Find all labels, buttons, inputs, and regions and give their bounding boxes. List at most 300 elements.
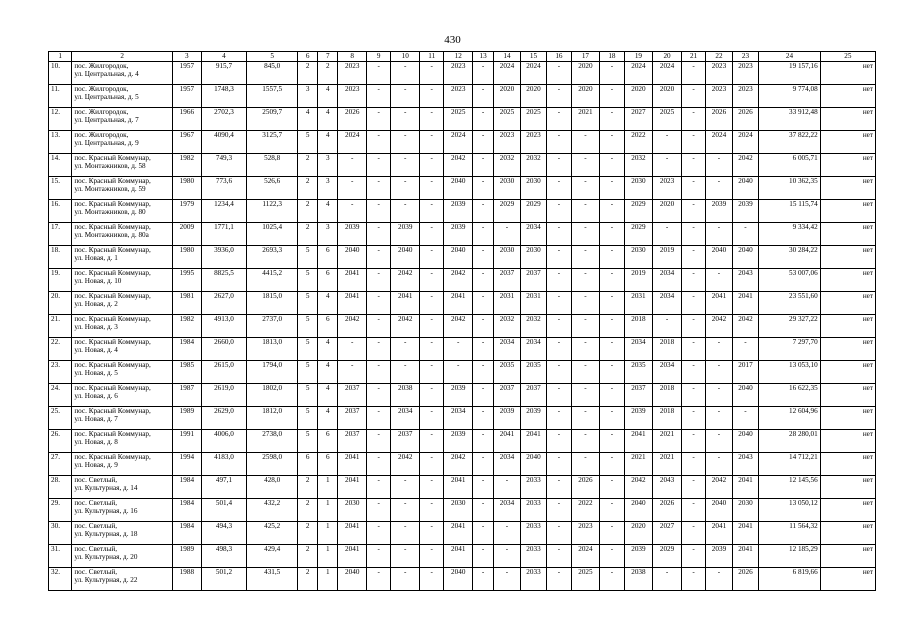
table-cell: 3936,0 xyxy=(201,246,247,269)
table-cell: 2 xyxy=(298,568,318,591)
table-cell: 2033 xyxy=(520,522,547,545)
table-cell: - xyxy=(420,131,444,154)
table-cell: 1982 xyxy=(173,315,202,338)
column-header-15: 15 xyxy=(520,52,547,62)
column-header-1: 1 xyxy=(49,52,72,62)
table-cell: - xyxy=(420,85,444,108)
table-cell: 2009 xyxy=(173,223,202,246)
table-cell: 2037 xyxy=(494,269,521,292)
table-cell: 2039 xyxy=(624,545,653,568)
table-cell: - xyxy=(547,568,571,591)
table-cell: - xyxy=(367,154,391,177)
table-cell: 2039 xyxy=(444,430,473,453)
table-cell: 1989 xyxy=(173,407,202,430)
table-cell: - xyxy=(473,108,494,131)
table-cell: 2737,0 xyxy=(247,315,298,338)
table-cell: 1984 xyxy=(173,476,202,499)
table-cell: - xyxy=(571,131,600,154)
table-cell: - xyxy=(681,292,705,315)
table-cell: 2039 xyxy=(624,407,653,430)
table-cell: 2040 xyxy=(706,246,733,269)
table-cell: - xyxy=(420,108,444,131)
table-cell: 3125,7 xyxy=(247,131,298,154)
table-cell: 6 xyxy=(318,246,338,269)
table-cell: 2041 xyxy=(706,292,733,315)
table-cell: 10 362,35 xyxy=(759,177,820,200)
table-cell: - xyxy=(367,499,391,522)
table-cell: 4 xyxy=(318,131,338,154)
table-cell: 2043 xyxy=(653,476,682,499)
table-cell: - xyxy=(367,223,391,246)
table-cell: 2041 xyxy=(444,476,473,499)
table-cell: - xyxy=(473,430,494,453)
table-cell: 2033 xyxy=(520,568,547,591)
table-cell: - xyxy=(494,223,521,246)
table-cell: 2026 xyxy=(338,108,367,131)
table-cell: 2025 xyxy=(444,108,473,131)
table-cell: 26. xyxy=(49,430,72,453)
table-cell: 2023 xyxy=(338,62,367,85)
table-cell: 2029 xyxy=(624,223,653,246)
table-row xyxy=(49,223,876,246)
table-cell: 2041 xyxy=(706,522,733,545)
table-cell: - xyxy=(706,430,733,453)
address-cell: пос. Красный Коммунар, ул. Монтажников, д. 80а xyxy=(72,223,173,246)
table-cell: 2020 xyxy=(653,200,682,223)
table-cell: - xyxy=(600,499,624,522)
table-row xyxy=(49,131,876,154)
table-cell: 5 xyxy=(298,246,318,269)
table-cell: 526,6 xyxy=(247,177,298,200)
table-cell: 845,0 xyxy=(247,62,298,85)
address-cell: пос. Красный Коммунар, ул. Новая, д. 5 xyxy=(72,361,173,384)
table-cell: - xyxy=(547,361,571,384)
table-cell: 2032 xyxy=(520,315,547,338)
table-cell: - xyxy=(367,476,391,499)
table-cell: 2024 xyxy=(624,62,653,85)
table-cell: - xyxy=(600,177,624,200)
table-cell: 2037 xyxy=(624,384,653,407)
table-cell: 30. xyxy=(49,522,72,545)
table-cell: - xyxy=(706,269,733,292)
table-cell: нет xyxy=(820,223,875,246)
table-cell: 9 334,42 xyxy=(759,223,820,246)
table-cell: 6 005,71 xyxy=(759,154,820,177)
column-header-3: 3 xyxy=(173,52,202,62)
table-cell: - xyxy=(706,361,733,384)
table-cell: 2040 xyxy=(732,384,759,407)
table-cell: - xyxy=(367,177,391,200)
table-cell: - xyxy=(653,315,682,338)
table-cell: - xyxy=(367,361,391,384)
table-cell: 4 xyxy=(318,108,338,131)
table-cell: - xyxy=(681,499,705,522)
table-cell: 1234,4 xyxy=(201,200,247,223)
table-cell: 2 xyxy=(298,62,318,85)
table-cell: - xyxy=(420,568,444,591)
header-row xyxy=(49,52,876,62)
table-cell: 2037 xyxy=(338,430,367,453)
table-cell: - xyxy=(391,108,420,131)
address-cell: пос. Красный Коммунар, ул. Новая, д. 7 xyxy=(72,407,173,430)
table-cell: 1 xyxy=(318,545,338,568)
table-cell: 27. xyxy=(49,453,72,476)
table-cell: 431,5 xyxy=(247,568,298,591)
table-cell: - xyxy=(706,453,733,476)
table-cell: 2021 xyxy=(624,453,653,476)
table-cell: - xyxy=(600,522,624,545)
table-cell: нет xyxy=(820,154,875,177)
table-cell: 2023 xyxy=(520,131,547,154)
table-cell: 1813,0 xyxy=(247,338,298,361)
table-cell: 1981 xyxy=(173,292,202,315)
table-cell: 15. xyxy=(49,177,72,200)
table-cell: 18. xyxy=(49,246,72,269)
table-row xyxy=(49,522,876,545)
table-cell: 2041 xyxy=(732,476,759,499)
table-cell: 5 xyxy=(298,430,318,453)
table-cell: - xyxy=(571,269,600,292)
table-cell: - xyxy=(681,384,705,407)
table-cell: 1984 xyxy=(173,338,202,361)
table-cell: - xyxy=(681,545,705,568)
table-cell: нет xyxy=(820,407,875,430)
table-cell: 1794,0 xyxy=(247,361,298,384)
table-cell: - xyxy=(681,315,705,338)
table-cell: 15 115,74 xyxy=(759,200,820,223)
table-cell: - xyxy=(600,62,624,85)
table-cell: 2030 xyxy=(338,499,367,522)
table-cell: - xyxy=(367,315,391,338)
table-cell: 2035 xyxy=(624,361,653,384)
table-cell: 4 xyxy=(318,407,338,430)
table-cell: - xyxy=(367,108,391,131)
table-cell: 2030 xyxy=(624,246,653,269)
table-cell: - xyxy=(391,361,420,384)
table-cell: - xyxy=(367,545,391,568)
table-cell: 1815,0 xyxy=(247,292,298,315)
table-cell: 19 157,16 xyxy=(759,62,820,85)
table-cell: - xyxy=(600,246,624,269)
table-cell: - xyxy=(420,200,444,223)
table-cell: 2042 xyxy=(444,154,473,177)
table-cell: нет xyxy=(820,269,875,292)
table-row xyxy=(49,269,876,292)
table-cell: - xyxy=(420,430,444,453)
address-cell: пос. Светлый, ул. Культурная, д. 20 xyxy=(72,545,173,568)
column-header-16: 16 xyxy=(547,52,571,62)
table-cell: - xyxy=(571,407,600,430)
table-cell: 915,7 xyxy=(201,62,247,85)
table-cell: 1995 xyxy=(173,269,202,292)
table-cell: - xyxy=(473,338,494,361)
table-cell: 2020 xyxy=(571,85,600,108)
table-cell: 3 xyxy=(318,177,338,200)
column-header-13: 13 xyxy=(473,52,494,62)
table-row xyxy=(49,62,876,85)
address-cell: пос. Жилгородок, ул. Центральная, д. 9 xyxy=(72,131,173,154)
table-cell: 2629,0 xyxy=(201,407,247,430)
table-cell: 1957 xyxy=(173,85,202,108)
table-cell: 6 xyxy=(318,315,338,338)
table-cell: 2026 xyxy=(732,108,759,131)
table-cell: - xyxy=(473,361,494,384)
table-cell: 2023 xyxy=(494,131,521,154)
table-cell: - xyxy=(391,62,420,85)
table-cell: 1985 xyxy=(173,361,202,384)
table-cell: - xyxy=(600,269,624,292)
table-cell: - xyxy=(547,131,571,154)
table-cell: 2040 xyxy=(444,246,473,269)
table-cell: 28. xyxy=(49,476,72,499)
table-cell: - xyxy=(547,108,571,131)
table-cell: 4 xyxy=(318,338,338,361)
table-cell: - xyxy=(681,223,705,246)
table-cell: 501,2 xyxy=(201,568,247,591)
column-header-17: 17 xyxy=(571,52,600,62)
table-row xyxy=(49,453,876,476)
table-cell: 2693,3 xyxy=(247,246,298,269)
table-cell: 2032 xyxy=(624,154,653,177)
table-cell: 2041 xyxy=(338,292,367,315)
table-cell: 13. xyxy=(49,131,72,154)
table-cell: 2041 xyxy=(732,292,759,315)
table-cell: - xyxy=(420,453,444,476)
table-cell: - xyxy=(681,200,705,223)
table-cell: 2037 xyxy=(338,384,367,407)
table-cell: 14 712,21 xyxy=(759,453,820,476)
table-cell: - xyxy=(600,315,624,338)
table-cell: - xyxy=(473,568,494,591)
table-cell: 2032 xyxy=(494,315,521,338)
table-row xyxy=(49,315,876,338)
table-cell: 2042 xyxy=(391,315,420,338)
table-cell: 1122,3 xyxy=(247,200,298,223)
table-cell: 2034 xyxy=(520,338,547,361)
table-cell: - xyxy=(681,568,705,591)
table-cell: 2035 xyxy=(494,361,521,384)
table-cell: нет xyxy=(820,545,875,568)
table-cell: нет xyxy=(820,62,875,85)
table-row xyxy=(49,108,876,131)
table-cell: нет xyxy=(820,430,875,453)
table-cell: 1982 xyxy=(173,154,202,177)
table-cell: 19. xyxy=(49,269,72,292)
table-cell: 17. xyxy=(49,223,72,246)
table-cell: - xyxy=(444,361,473,384)
table-cell: 2023 xyxy=(444,85,473,108)
table-cell: 1 xyxy=(318,476,338,499)
table-cell: 4 xyxy=(318,200,338,223)
table-cell: 2018 xyxy=(653,384,682,407)
table-cell: нет xyxy=(820,85,875,108)
table-cell: 428,0 xyxy=(247,476,298,499)
table-cell: 2024 xyxy=(706,131,733,154)
table-cell: 2024 xyxy=(732,131,759,154)
table-cell: 2041 xyxy=(624,430,653,453)
table-cell: 2040 xyxy=(706,499,733,522)
table-cell: - xyxy=(547,177,571,200)
table-cell: 29. xyxy=(49,499,72,522)
table-cell: 2020 xyxy=(520,85,547,108)
table-cell: - xyxy=(473,384,494,407)
address-cell: пос. Красный Коммунар, ул. Монтажников, д. 59 xyxy=(72,177,173,200)
table-cell: - xyxy=(600,131,624,154)
table-cell: - xyxy=(706,177,733,200)
table-cell: 2029 xyxy=(624,200,653,223)
address-cell: пос. Светлый, ул. Культурная, д. 22 xyxy=(72,568,173,591)
table-cell: 2021 xyxy=(653,430,682,453)
table-cell: 1 xyxy=(318,499,338,522)
table-cell: 2040 xyxy=(732,246,759,269)
table-cell: - xyxy=(547,269,571,292)
table-cell: - xyxy=(473,315,494,338)
table-cell: 2030 xyxy=(494,246,521,269)
table-cell: 2029 xyxy=(494,200,521,223)
table-cell: 23. xyxy=(49,361,72,384)
table-cell: - xyxy=(391,131,420,154)
table-cell: 2023 xyxy=(571,522,600,545)
table-cell: 2032 xyxy=(494,154,521,177)
table-cell: 2034 xyxy=(653,292,682,315)
table-cell: - xyxy=(473,545,494,568)
table-cell: - xyxy=(571,177,600,200)
table-cell: - xyxy=(547,85,571,108)
table-cell: 2031 xyxy=(624,292,653,315)
table-cell: - xyxy=(547,292,571,315)
table-cell: - xyxy=(653,223,682,246)
table-cell: 5 xyxy=(298,361,318,384)
table-cell: 749,3 xyxy=(201,154,247,177)
table-cell: 494,3 xyxy=(201,522,247,545)
table-cell: 2 xyxy=(298,545,318,568)
table-cell: - xyxy=(420,384,444,407)
table-cell: - xyxy=(547,315,571,338)
table-cell: 2039 xyxy=(520,407,547,430)
table-cell: 2034 xyxy=(494,338,521,361)
table-cell: 2030 xyxy=(732,499,759,522)
table-cell: 6 819,66 xyxy=(759,568,820,591)
table-row xyxy=(49,292,876,315)
table-cell: - xyxy=(600,568,624,591)
table-cell: - xyxy=(473,131,494,154)
table-cell: 7 297,70 xyxy=(759,338,820,361)
table-cell: 2039 xyxy=(706,200,733,223)
table-cell: 14. xyxy=(49,154,72,177)
table-cell: - xyxy=(600,545,624,568)
table-cell: - xyxy=(473,177,494,200)
table-row xyxy=(49,154,876,177)
table-cell: 2039 xyxy=(338,223,367,246)
table-cell: 2039 xyxy=(706,545,733,568)
table-cell: нет xyxy=(820,476,875,499)
table-cell: нет xyxy=(820,453,875,476)
table-cell: 2024 xyxy=(338,131,367,154)
table-cell: 2024 xyxy=(520,62,547,85)
table-cell: - xyxy=(494,545,521,568)
table-cell: - xyxy=(571,154,600,177)
table-cell: 2034 xyxy=(653,269,682,292)
table-cell: - xyxy=(367,62,391,85)
table-cell: - xyxy=(571,223,600,246)
address-cell: пос. Красный Коммунар, ул. Монтажников, д. 58 xyxy=(72,154,173,177)
table-cell: 2030 xyxy=(444,499,473,522)
table-cell: 4 xyxy=(298,108,318,131)
table-row xyxy=(49,545,876,568)
table-cell: - xyxy=(420,407,444,430)
table-cell: - xyxy=(547,453,571,476)
table-cell: - xyxy=(571,430,600,453)
table-cell: 1812,0 xyxy=(247,407,298,430)
table-cell: 25. xyxy=(49,407,72,430)
table-cell: 2025 xyxy=(571,568,600,591)
column-header-22: 22 xyxy=(706,52,733,62)
table-cell: 2042 xyxy=(706,315,733,338)
table-cell: 2023 xyxy=(732,85,759,108)
table-cell: 2042 xyxy=(444,315,473,338)
table-cell: - xyxy=(571,200,600,223)
table-cell: - xyxy=(473,499,494,522)
table-cell: 2039 xyxy=(494,407,521,430)
table-cell: 2039 xyxy=(732,200,759,223)
table-cell: - xyxy=(600,338,624,361)
column-header-8: 8 xyxy=(338,52,367,62)
table-cell: 528,8 xyxy=(247,154,298,177)
table-cell: 2020 xyxy=(494,85,521,108)
table-cell: - xyxy=(547,154,571,177)
table-cell: 13 050,12 xyxy=(759,499,820,522)
table-cell: 1771,1 xyxy=(201,223,247,246)
table-cell: - xyxy=(681,338,705,361)
table-cell: 2041 xyxy=(338,453,367,476)
table-cell: 5 xyxy=(298,315,318,338)
table-cell: 2041 xyxy=(338,476,367,499)
table-cell: 12 604,96 xyxy=(759,407,820,430)
table-cell: 2025 xyxy=(520,108,547,131)
table-cell: 29 327,22 xyxy=(759,315,820,338)
table-cell: 2041 xyxy=(338,269,367,292)
table-cell: 33 912,48 xyxy=(759,108,820,131)
table-cell: 4006,0 xyxy=(201,430,247,453)
table-cell: 2023 xyxy=(338,85,367,108)
table-cell: 2041 xyxy=(338,522,367,545)
table-cell: - xyxy=(391,177,420,200)
table-cell: 11. xyxy=(49,85,72,108)
table-cell: 2619,0 xyxy=(201,384,247,407)
table-cell: - xyxy=(473,246,494,269)
table-cell: - xyxy=(732,338,759,361)
table-cell: 2 xyxy=(298,200,318,223)
table-cell: - xyxy=(420,476,444,499)
table-cell: - xyxy=(732,223,759,246)
table-cell: 2034 xyxy=(520,223,547,246)
table-cell: 2025 xyxy=(494,108,521,131)
table-cell: 2039 xyxy=(444,223,473,246)
table-cell: - xyxy=(706,407,733,430)
table-cell: 2 xyxy=(298,223,318,246)
table-cell: - xyxy=(571,292,600,315)
table-cell: 5 xyxy=(298,384,318,407)
table-cell: 2034 xyxy=(494,453,521,476)
table-cell: - xyxy=(420,246,444,269)
table-cell: 4 xyxy=(318,384,338,407)
table-cell: 2660,0 xyxy=(201,338,247,361)
table-cell: - xyxy=(367,522,391,545)
table-cell: 2034 xyxy=(653,361,682,384)
table-cell: - xyxy=(494,522,521,545)
address-cell: пос. Красный Коммунар, ул. Новая, д. 2 xyxy=(72,292,173,315)
table-cell: - xyxy=(367,430,391,453)
